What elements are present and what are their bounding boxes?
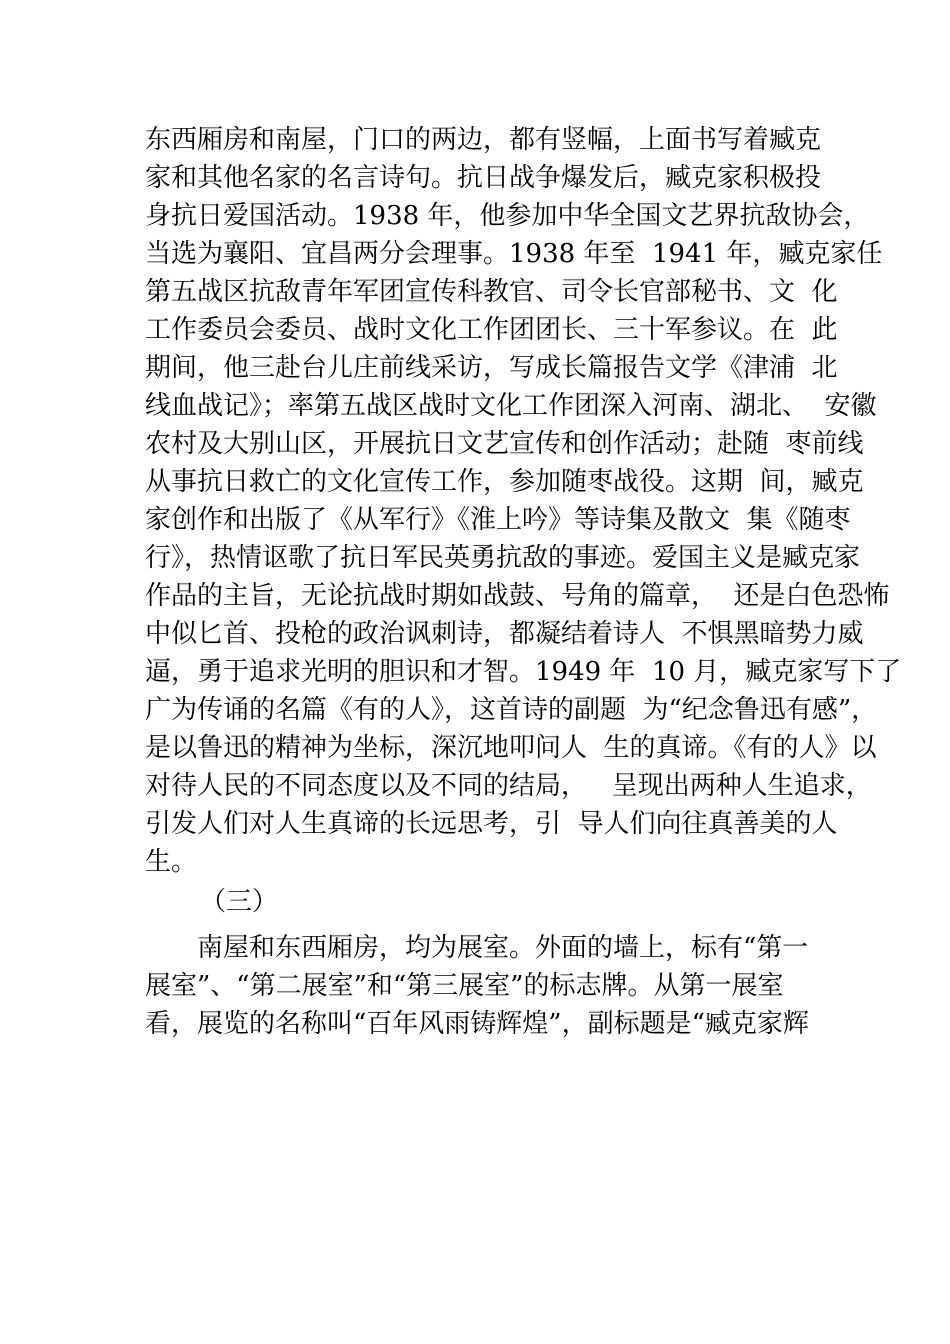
paragraph-1-line-6: 工作委员会委员、战时文化工作团团长、三十军参议。在 此 (145, 315, 838, 345)
paragraph-1-line-14: 中似匕首、投枪的政治讽刺诗，都凝结着诗人 不惧黑暗势力威 (145, 619, 864, 649)
paragraph-1-line-2: 家和其他名家的名言诗句。抗日战争爆发后，臧克家积极投 (145, 163, 822, 193)
paragraph-2-line-2: 展室”、“第二展室”和“第三展室”的标志牌。从第一展室 (145, 971, 784, 1001)
paragraph-1-line-19: 引发人们对人生真谛的长远思考，引 导人们向往真善美的人 (145, 809, 838, 839)
paragraph-1-line-12: 行》，热情讴歌了抗日军民英勇抗敌的事迹。爱国主义是臧克家 (145, 543, 861, 573)
paragraph-1-line-8: 线血战记》；率第五战区战时文化工作团深入河南、湖北、 安徽 (145, 391, 877, 421)
paragraph-1-line-5: 第五战区抗敌青年军团宣传科教官、司令长官部秘书、文 化 (145, 277, 838, 307)
section-heading: （三） (200, 887, 279, 917)
paragraph-1-line-17: 是以鲁迅的精神为坐标，深沉地叩问人 生的真谛。《有的人》以 (145, 733, 877, 763)
paragraph-1-line-16: 广为传诵的名篇《有的人》，这首诗的副题 为“纪念鲁迅有感”， (145, 695, 878, 725)
paragraph-2-line-1: 南屋和东西厢房，均为展室。外面的墙上，标有“第一 (197, 933, 809, 963)
paragraph-2-line-3: 看，展览的名称叫“百年风雨铸辉煌”，副标题是“臧克家辉 (145, 1009, 809, 1039)
paragraph-1-line-10: 从事抗日救亡的文化宣传工作，参加随枣战役。这期 间，臧克 (145, 467, 864, 497)
paragraph-1-line-4: 当选为襄阳、宜昌两分会理事。1938 年至 1941 年，臧克家任 (145, 239, 883, 269)
paragraph-1-line-20: 生。 (145, 847, 198, 877)
paragraph-1-line-11: 家创作和出版了《从军行》《淮上吟》等诗集及散文 集《随枣 (145, 505, 851, 535)
paragraph-1-line-15: 逼，勇于追求光明的胆识和才智。1949 年 10 月，臧克家写下了 (145, 657, 902, 687)
paragraph-1-line-13: 作品的主旨，无论抗战时期如战鼓、号角的篇章， 还是白色恐怖 (145, 581, 890, 611)
paragraph-1-line-18: 对待人民的不同态度以及不同的结局， 呈现出两种人生追求， (145, 771, 872, 801)
paragraph-1-line-7: 期间，他三赴台儿庄前线采访，写成长篇报告文学《津浦 北 (145, 353, 838, 383)
paragraph-1-line-3: 身抗日爱国活动。1938 年，他参加中华全国文艺界抗敌协会， (145, 201, 870, 231)
paragraph-1-line-1: 东西厢房和南屋，门口的两边，都有竖幅，上面书写着臧克 (145, 125, 822, 155)
paragraph-1-line-9: 农村及大别山区，开展抗日文艺宣传和创作活动；赴随 枣前线 (145, 429, 864, 459)
